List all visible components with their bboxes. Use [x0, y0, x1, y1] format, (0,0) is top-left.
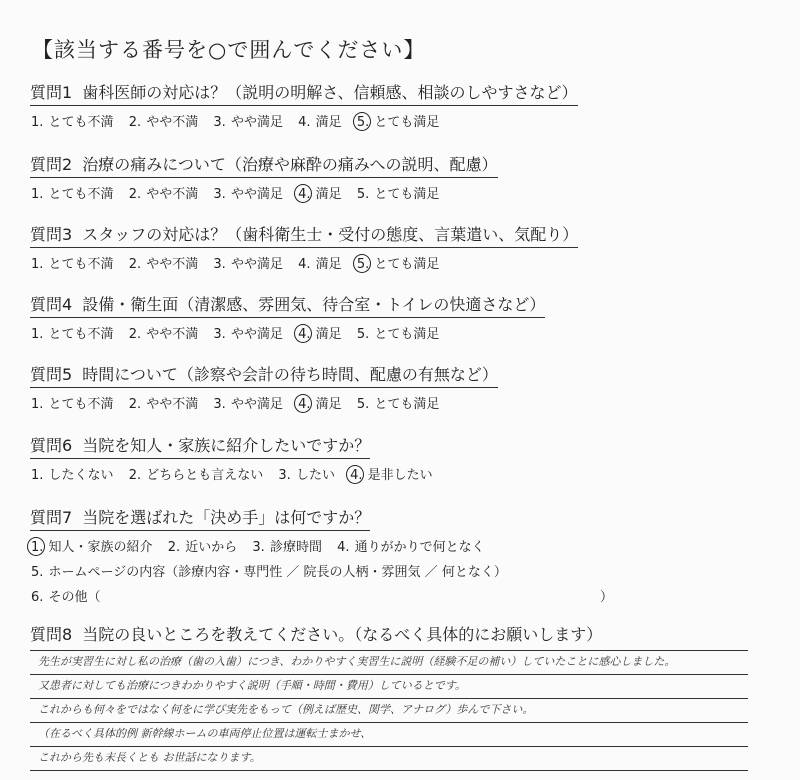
question-7	[30, 505, 750, 611]
option-3[interactable]: 3. やや満足	[213, 397, 283, 412]
option-3[interactable]: 3. やや満足	[213, 187, 283, 202]
options-row	[30, 111, 750, 130]
question-text: 歯科医師の対応は？（説明の明解さ、信頼感、相談のしやすさなど）	[82, 83, 578, 102]
options-row	[30, 183, 750, 202]
selected-circle: 1.	[31, 540, 44, 555]
option-2[interactable]: 2. やや不満	[128, 187, 199, 202]
selected-circle: 4.	[350, 468, 363, 483]
selected-circle: 4.	[298, 397, 311, 412]
question-2	[30, 152, 750, 202]
question-text: 治療の痛みについて（治療や麻酔の痛みへの説明、配慮）	[82, 155, 498, 174]
question-number: 質問6	[30, 436, 73, 455]
options-row	[30, 561, 750, 580]
option-3[interactable]: 3. やや満足	[213, 115, 283, 130]
question-number: 質問4	[30, 295, 73, 314]
option-4[interactable]: 4. 満足	[298, 257, 342, 272]
question-text: 当院の良いところを教えてください。（なるべく具体的にお願いします）	[82, 625, 603, 644]
option-4[interactable]: 4. 通りがかりで何となく	[337, 540, 485, 555]
option-3[interactable]: 3. 診療時間	[252, 540, 322, 555]
options-row	[30, 253, 750, 272]
question-number: 質問1	[30, 83, 73, 102]
option-5[interactable]: 5. とても満足	[356, 257, 440, 272]
question-text: 当院を選ばれた「決め手」は何ですか？	[82, 508, 371, 527]
question-heading	[30, 622, 602, 647]
option-4[interactable]: 4. 満足	[298, 115, 342, 130]
question-number: 質問7	[30, 508, 73, 527]
handwritten-line: これから先も末長くとも お世話になります。	[30, 747, 748, 771]
option-1[interactable]: 1. とても不満	[31, 327, 114, 342]
option-5[interactable]: 5. とても満足	[356, 397, 440, 412]
question-5	[30, 362, 750, 412]
option-1[interactable]: 1. とても不満	[31, 115, 114, 130]
question-heading	[30, 362, 498, 388]
option-3[interactable]: 3. したい	[278, 468, 335, 483]
option-2[interactable]: 2. やや不満	[128, 397, 199, 412]
option-2[interactable]: 2. やや不満	[128, 115, 199, 130]
question-heading	[30, 292, 545, 318]
option-2[interactable]: 2. やや不満	[128, 257, 199, 272]
option-1[interactable]: 1. とても不満	[31, 187, 114, 202]
option-5[interactable]: 5. ホームページの内容（診療内容・専門性 ／ 院長の人柄・雰囲気 ／ 何となく）	[31, 565, 507, 580]
options-row	[30, 536, 750, 555]
question-heading	[30, 433, 370, 459]
option-4[interactable]: 4. 満足	[298, 187, 342, 202]
question-3	[30, 222, 750, 272]
option-5[interactable]: 5. とても満足	[356, 115, 440, 130]
options-block	[30, 536, 750, 605]
question-number: 質問3	[30, 225, 73, 244]
handwritten-line: （在るべく具体的例 新幹線ホームの車両停止位置は運転士まかせ、	[30, 723, 748, 747]
question-heading	[30, 222, 578, 248]
options-row	[30, 464, 750, 483]
option-5[interactable]: 5. とても満足	[356, 327, 440, 342]
option-4[interactable]: 4. 満足	[298, 327, 342, 342]
question-6	[30, 433, 750, 483]
option-1[interactable]: 1. とても不満	[31, 257, 114, 272]
question-heading	[30, 80, 578, 106]
option-2[interactable]: 2. やや不満	[128, 327, 199, 342]
selected-circle: 4.	[298, 187, 311, 202]
question-heading	[30, 152, 498, 178]
handwritten-line: 先生が実習生に対し私の治療（歯の入歯）につき、わかりやすく実習生に説明（経験不足の補い）していたことに感心しました。	[30, 650, 748, 675]
selected-circle: 4.	[298, 327, 311, 342]
question-4	[30, 292, 750, 342]
question-number: 質問5	[30, 365, 73, 384]
answer-area[interactable]	[30, 650, 748, 771]
option-6[interactable]: 6. その他（	[31, 590, 101, 605]
question-heading	[30, 505, 370, 531]
handwritten-line: 又患者に対しても治療につきわかりやすく説明（手順・時間・費用）しているとです。	[30, 675, 748, 699]
question-number: 質問2	[30, 155, 73, 174]
page-title: 【該当する番号を○で囲んでください】	[32, 38, 426, 62]
question-text: 時間について（診察や会計の待ち時間、配慮の有無など）	[82, 365, 498, 384]
option-5[interactable]: 5. とても満足	[356, 187, 440, 202]
option-2[interactable]: 2. どちらとも言えない	[128, 468, 264, 483]
question-8	[30, 622, 750, 647]
selected-circle: 5.	[356, 115, 370, 130]
options-row	[30, 586, 750, 605]
option-3[interactable]: 3. やや満足	[213, 327, 283, 342]
option-2[interactable]: 2. 近いから	[167, 540, 238, 555]
question-text: 設備・衛生面（清潔感、雰囲気、待合室・トイレの快適さなど）	[82, 295, 546, 314]
option-1[interactable]: 1. とても不満	[31, 397, 114, 412]
option-1[interactable]: 1. したくない	[31, 468, 114, 483]
question-text: 当院を知人・家族に紹介したいですか？	[82, 436, 371, 455]
option-3[interactable]: 3. やや満足	[213, 257, 283, 272]
option-4[interactable]: 4. 満足	[298, 397, 342, 412]
handwritten-line: これからも何々をではなく何をに学び実先をもって（例えば歴史、関学、アナログ）歩んで下さい。	[30, 699, 748, 723]
selected-circle: 5.	[356, 257, 370, 272]
question-text: スタッフの対応は？（歯科衛生士・受付の態度、言葉遣い、気配り）	[82, 225, 579, 244]
options-row	[30, 323, 750, 342]
question-number: 質問8	[30, 625, 73, 644]
options-row	[30, 393, 750, 412]
option-1[interactable]: 1. 知人・家族の紹介	[31, 540, 153, 555]
option-4[interactable]: 4. 是非したい	[350, 468, 433, 483]
other-close-paren: ）	[600, 590, 614, 605]
question-1	[30, 80, 750, 130]
